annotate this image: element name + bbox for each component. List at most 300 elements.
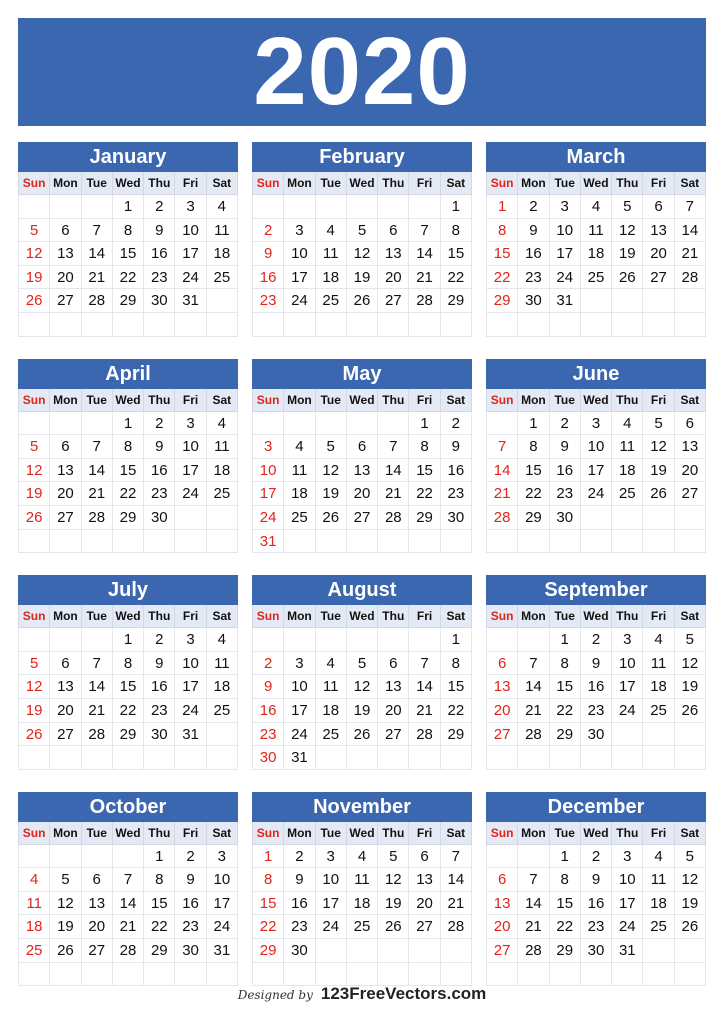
day-cell: 6 xyxy=(82,868,113,892)
weekday-label: Tue xyxy=(316,389,347,411)
day-cell: 13 xyxy=(347,459,378,483)
day-cell: 12 xyxy=(675,868,706,892)
weekday-label: Wed xyxy=(113,605,144,627)
day-cell: 27 xyxy=(675,482,706,506)
empty-day-cell xyxy=(347,195,378,219)
day-cell: 17 xyxy=(284,699,315,723)
day-cell: 11 xyxy=(581,219,612,243)
day-cell: 30 xyxy=(550,506,581,530)
day-cell: 7 xyxy=(441,845,472,869)
day-cell: 16 xyxy=(144,675,175,699)
weekday-label: Fri xyxy=(643,605,674,627)
weekday-label: Thu xyxy=(144,389,175,411)
empty-day-cell xyxy=(284,963,315,987)
day-cell: 28 xyxy=(378,506,409,530)
day-cell: 25 xyxy=(316,289,347,313)
day-cell: 14 xyxy=(378,459,409,483)
day-cell: 8 xyxy=(113,652,144,676)
day-grid xyxy=(252,628,472,770)
day-cell: 28 xyxy=(82,506,113,530)
day-cell: 7 xyxy=(82,652,113,676)
empty-day-cell xyxy=(487,963,518,987)
weekday-header-row xyxy=(18,172,238,195)
empty-day-cell xyxy=(675,313,706,337)
day-cell: 16 xyxy=(144,242,175,266)
empty-day-cell xyxy=(19,412,50,436)
empty-day-cell xyxy=(82,412,113,436)
day-cell: 25 xyxy=(643,699,674,723)
day-cell: 31 xyxy=(253,530,284,554)
day-cell: 25 xyxy=(207,482,238,506)
day-cell: 23 xyxy=(581,915,612,939)
day-cell: 9 xyxy=(144,219,175,243)
weekday-label: Sat xyxy=(441,389,472,411)
day-cell: 6 xyxy=(378,219,409,243)
day-cell: 18 xyxy=(207,242,238,266)
day-cell: 20 xyxy=(50,266,81,290)
day-cell: 8 xyxy=(409,435,440,459)
day-cell: 1 xyxy=(113,412,144,436)
day-cell: 17 xyxy=(581,459,612,483)
empty-day-cell xyxy=(409,628,440,652)
day-cell: 25 xyxy=(207,266,238,290)
day-cell: 16 xyxy=(253,699,284,723)
weekday-label: Sun xyxy=(253,172,284,194)
day-cell: 21 xyxy=(82,482,113,506)
month-title: June xyxy=(486,359,706,389)
day-cell: 13 xyxy=(487,675,518,699)
day-cell: 14 xyxy=(441,868,472,892)
day-cell: 11 xyxy=(207,435,238,459)
day-cell: 14 xyxy=(409,242,440,266)
weekday-header-row xyxy=(486,822,706,845)
empty-day-cell xyxy=(675,289,706,313)
day-cell: 8 xyxy=(550,652,581,676)
empty-day-cell xyxy=(378,412,409,436)
day-cell: 2 xyxy=(581,845,612,869)
weekday-label: Wed xyxy=(113,389,144,411)
day-cell: 17 xyxy=(253,482,284,506)
day-cell: 15 xyxy=(441,242,472,266)
weekday-header-row xyxy=(18,389,238,412)
day-cell: 11 xyxy=(316,675,347,699)
weekday-label: Sun xyxy=(19,389,50,411)
weekday-label: Mon xyxy=(50,172,81,194)
day-cell: 19 xyxy=(643,459,674,483)
day-cell: 23 xyxy=(441,482,472,506)
day-cell: 8 xyxy=(518,435,549,459)
day-cell: 7 xyxy=(82,435,113,459)
day-cell: 5 xyxy=(347,652,378,676)
day-cell: 1 xyxy=(253,845,284,869)
day-cell: 19 xyxy=(347,266,378,290)
empty-day-cell xyxy=(113,530,144,554)
month-title: March xyxy=(486,142,706,172)
day-cell: 14 xyxy=(82,242,113,266)
day-cell: 22 xyxy=(409,482,440,506)
month-title: February xyxy=(252,142,472,172)
empty-day-cell xyxy=(347,313,378,337)
day-grid xyxy=(486,628,706,770)
day-grid xyxy=(252,412,472,554)
designed-by-label: Designed by xyxy=(237,988,313,1002)
weekday-label: Thu xyxy=(612,172,643,194)
day-grid xyxy=(486,195,706,337)
day-cell: 4 xyxy=(284,435,315,459)
day-cell: 10 xyxy=(284,242,315,266)
empty-day-cell xyxy=(316,195,347,219)
day-cell: 23 xyxy=(550,482,581,506)
day-cell: 21 xyxy=(675,242,706,266)
day-cell: 2 xyxy=(144,412,175,436)
day-cell: 4 xyxy=(19,868,50,892)
day-cell: 26 xyxy=(50,939,81,963)
day-cell: 21 xyxy=(441,892,472,916)
weekday-header-row xyxy=(486,389,706,412)
weekday-label: Sun xyxy=(19,605,50,627)
day-cell: 5 xyxy=(347,219,378,243)
day-cell: 20 xyxy=(487,699,518,723)
day-cell: 16 xyxy=(518,242,549,266)
day-cell: 9 xyxy=(518,219,549,243)
empty-day-cell xyxy=(253,412,284,436)
day-cell: 18 xyxy=(612,459,643,483)
day-cell: 22 xyxy=(253,915,284,939)
empty-day-cell xyxy=(113,963,144,987)
weekday-label: Mon xyxy=(284,605,315,627)
day-cell: 19 xyxy=(50,915,81,939)
day-cell: 24 xyxy=(581,482,612,506)
empty-day-cell xyxy=(409,963,440,987)
day-cell: 25 xyxy=(347,915,378,939)
empty-day-cell xyxy=(19,746,50,770)
day-cell: 28 xyxy=(518,939,549,963)
day-cell: 15 xyxy=(550,892,581,916)
weekday-label: Fri xyxy=(643,389,674,411)
weekday-label: Sun xyxy=(19,172,50,194)
day-cell: 14 xyxy=(487,459,518,483)
empty-day-cell xyxy=(409,746,440,770)
day-cell: 16 xyxy=(581,892,612,916)
day-cell: 10 xyxy=(175,435,206,459)
empty-day-cell xyxy=(284,530,315,554)
day-cell: 28 xyxy=(518,723,549,747)
day-cell: 26 xyxy=(612,266,643,290)
day-cell: 25 xyxy=(284,506,315,530)
month-october xyxy=(18,792,238,987)
day-cell: 20 xyxy=(50,482,81,506)
day-cell: 22 xyxy=(518,482,549,506)
weekday-label: Sat xyxy=(207,172,238,194)
day-cell: 17 xyxy=(316,892,347,916)
day-cell: 25 xyxy=(643,915,674,939)
day-cell: 11 xyxy=(207,652,238,676)
day-cell: 29 xyxy=(113,506,144,530)
empty-day-cell xyxy=(612,723,643,747)
day-cell: 25 xyxy=(581,266,612,290)
day-cell: 26 xyxy=(643,482,674,506)
day-cell: 29 xyxy=(113,289,144,313)
empty-day-cell xyxy=(19,628,50,652)
day-cell: 14 xyxy=(518,675,549,699)
day-cell: 7 xyxy=(113,868,144,892)
day-cell: 7 xyxy=(675,195,706,219)
day-cell: 28 xyxy=(409,289,440,313)
day-cell: 12 xyxy=(675,652,706,676)
day-cell: 27 xyxy=(347,506,378,530)
weekday-label: Thu xyxy=(378,389,409,411)
empty-day-cell xyxy=(316,939,347,963)
day-cell: 27 xyxy=(50,506,81,530)
empty-day-cell xyxy=(82,628,113,652)
day-cell: 10 xyxy=(550,219,581,243)
day-cell: 6 xyxy=(378,652,409,676)
day-cell: 9 xyxy=(581,652,612,676)
day-cell: 1 xyxy=(441,195,472,219)
empty-day-cell xyxy=(175,746,206,770)
day-cell: 20 xyxy=(378,266,409,290)
day-cell: 29 xyxy=(550,939,581,963)
day-cell: 13 xyxy=(82,892,113,916)
day-cell: 12 xyxy=(643,435,674,459)
empty-day-cell xyxy=(643,530,674,554)
day-cell: 30 xyxy=(175,939,206,963)
day-cell: 14 xyxy=(518,892,549,916)
empty-day-cell xyxy=(50,313,81,337)
day-cell: 20 xyxy=(487,915,518,939)
day-cell: 16 xyxy=(253,266,284,290)
month-may xyxy=(252,359,472,554)
month-august xyxy=(252,575,472,770)
empty-day-cell xyxy=(253,963,284,987)
empty-day-cell xyxy=(441,746,472,770)
weekday-label: Wed xyxy=(113,822,144,844)
weekday-label: Sat xyxy=(207,822,238,844)
weekday-label: Thu xyxy=(144,605,175,627)
day-cell: 26 xyxy=(378,915,409,939)
day-cell: 2 xyxy=(253,652,284,676)
empty-day-cell xyxy=(82,845,113,869)
empty-day-cell xyxy=(675,530,706,554)
day-cell: 9 xyxy=(144,435,175,459)
empty-day-cell xyxy=(82,195,113,219)
day-cell: 22 xyxy=(144,915,175,939)
day-cell: 17 xyxy=(550,242,581,266)
day-cell: 30 xyxy=(144,289,175,313)
empty-day-cell xyxy=(378,313,409,337)
empty-day-cell xyxy=(612,746,643,770)
day-cell: 6 xyxy=(347,435,378,459)
day-cell: 2 xyxy=(441,412,472,436)
weekday-header-row xyxy=(252,822,472,845)
day-cell: 17 xyxy=(175,459,206,483)
day-cell: 28 xyxy=(675,266,706,290)
weekday-label: Thu xyxy=(378,822,409,844)
month-april xyxy=(18,359,238,554)
day-cell: 17 xyxy=(175,675,206,699)
day-cell: 16 xyxy=(175,892,206,916)
day-cell: 20 xyxy=(643,242,674,266)
day-cell: 5 xyxy=(19,435,50,459)
day-cell: 8 xyxy=(113,435,144,459)
day-cell: 16 xyxy=(144,459,175,483)
day-cell: 20 xyxy=(409,892,440,916)
day-cell: 23 xyxy=(253,289,284,313)
day-cell: 26 xyxy=(347,723,378,747)
day-cell: 11 xyxy=(347,868,378,892)
empty-day-cell xyxy=(19,195,50,219)
day-cell: 26 xyxy=(19,723,50,747)
day-cell: 5 xyxy=(675,845,706,869)
empty-day-cell xyxy=(144,530,175,554)
empty-day-cell xyxy=(19,845,50,869)
empty-day-cell xyxy=(347,530,378,554)
weekday-label: Fri xyxy=(175,822,206,844)
weekday-label: Thu xyxy=(144,172,175,194)
day-cell: 20 xyxy=(347,482,378,506)
day-cell: 15 xyxy=(550,675,581,699)
empty-day-cell xyxy=(518,963,549,987)
day-cell: 12 xyxy=(347,675,378,699)
day-cell: 5 xyxy=(19,219,50,243)
day-cell: 8 xyxy=(113,219,144,243)
empty-day-cell xyxy=(284,412,315,436)
day-cell: 15 xyxy=(144,892,175,916)
empty-day-cell xyxy=(347,412,378,436)
day-cell: 18 xyxy=(284,482,315,506)
day-cell: 29 xyxy=(253,939,284,963)
empty-day-cell xyxy=(550,313,581,337)
month-february xyxy=(252,142,472,337)
empty-day-cell xyxy=(581,963,612,987)
empty-day-cell xyxy=(82,313,113,337)
day-cell: 29 xyxy=(518,506,549,530)
day-cell: 11 xyxy=(643,652,674,676)
day-cell: 23 xyxy=(284,915,315,939)
day-cell: 5 xyxy=(19,652,50,676)
day-cell: 30 xyxy=(518,289,549,313)
empty-day-cell xyxy=(316,746,347,770)
day-cell: 13 xyxy=(675,435,706,459)
day-cell: 5 xyxy=(316,435,347,459)
day-cell: 12 xyxy=(19,242,50,266)
day-cell: 6 xyxy=(487,868,518,892)
day-cell: 8 xyxy=(253,868,284,892)
day-cell: 8 xyxy=(441,652,472,676)
day-cell: 31 xyxy=(284,746,315,770)
empty-day-cell xyxy=(612,963,643,987)
day-cell: 4 xyxy=(581,195,612,219)
weekday-label: Sun xyxy=(253,605,284,627)
day-cell: 25 xyxy=(612,482,643,506)
day-cell: 2 xyxy=(175,845,206,869)
empty-day-cell xyxy=(175,963,206,987)
day-cell: 25 xyxy=(19,939,50,963)
day-cell: 19 xyxy=(612,242,643,266)
day-cell: 8 xyxy=(487,219,518,243)
day-cell: 20 xyxy=(50,699,81,723)
day-cell: 20 xyxy=(82,915,113,939)
empty-day-cell xyxy=(284,628,315,652)
day-cell: 25 xyxy=(207,699,238,723)
weekday-label: Sat xyxy=(207,605,238,627)
weekday-label: Fri xyxy=(175,389,206,411)
month-december xyxy=(486,792,706,987)
empty-day-cell xyxy=(378,746,409,770)
weekday-label: Wed xyxy=(347,822,378,844)
empty-day-cell xyxy=(675,939,706,963)
day-cell: 10 xyxy=(612,652,643,676)
day-cell: 2 xyxy=(284,845,315,869)
empty-day-cell xyxy=(207,963,238,987)
day-cell: 16 xyxy=(550,459,581,483)
weekday-header-row xyxy=(18,605,238,628)
day-cell: 28 xyxy=(82,289,113,313)
empty-day-cell xyxy=(518,530,549,554)
day-cell: 15 xyxy=(441,675,472,699)
weekday-label: Wed xyxy=(347,605,378,627)
day-cell: 2 xyxy=(518,195,549,219)
weekday-label: Tue xyxy=(316,822,347,844)
empty-day-cell xyxy=(378,195,409,219)
day-cell: 4 xyxy=(316,652,347,676)
weekday-label: Mon xyxy=(50,389,81,411)
empty-day-cell xyxy=(316,963,347,987)
empty-day-cell xyxy=(675,746,706,770)
day-cell: 14 xyxy=(409,675,440,699)
day-cell: 7 xyxy=(409,219,440,243)
weekday-label: Thu xyxy=(612,822,643,844)
weekday-label: Fri xyxy=(409,822,440,844)
empty-day-cell xyxy=(487,530,518,554)
empty-day-cell xyxy=(487,746,518,770)
day-cell: 22 xyxy=(113,266,144,290)
day-cell: 31 xyxy=(612,939,643,963)
empty-day-cell xyxy=(316,530,347,554)
weekday-label: Fri xyxy=(175,605,206,627)
empty-day-cell xyxy=(113,845,144,869)
empty-day-cell xyxy=(175,506,206,530)
day-cell: 2 xyxy=(144,195,175,219)
day-cell: 24 xyxy=(284,289,315,313)
empty-day-cell xyxy=(50,412,81,436)
day-cell: 9 xyxy=(284,868,315,892)
empty-day-cell xyxy=(441,963,472,987)
day-cell: 29 xyxy=(113,723,144,747)
weekday-label: Sun xyxy=(19,822,50,844)
day-cell: 8 xyxy=(144,868,175,892)
month-title: July xyxy=(18,575,238,605)
weekday-label: Tue xyxy=(82,822,113,844)
day-cell: 5 xyxy=(675,628,706,652)
day-cell: 11 xyxy=(284,459,315,483)
day-cell: 5 xyxy=(643,412,674,436)
day-cell: 21 xyxy=(378,482,409,506)
weekday-label: Mon xyxy=(50,822,81,844)
empty-day-cell xyxy=(643,746,674,770)
empty-day-cell xyxy=(316,628,347,652)
empty-day-cell xyxy=(378,939,409,963)
day-cell: 7 xyxy=(409,652,440,676)
empty-day-cell xyxy=(550,963,581,987)
weekday-label: Wed xyxy=(347,389,378,411)
day-cell: 25 xyxy=(316,723,347,747)
month-title: October xyxy=(18,792,238,822)
weekday-label: Mon xyxy=(284,822,315,844)
empty-day-cell xyxy=(284,313,315,337)
day-cell: 1 xyxy=(113,195,144,219)
empty-day-cell xyxy=(284,195,315,219)
